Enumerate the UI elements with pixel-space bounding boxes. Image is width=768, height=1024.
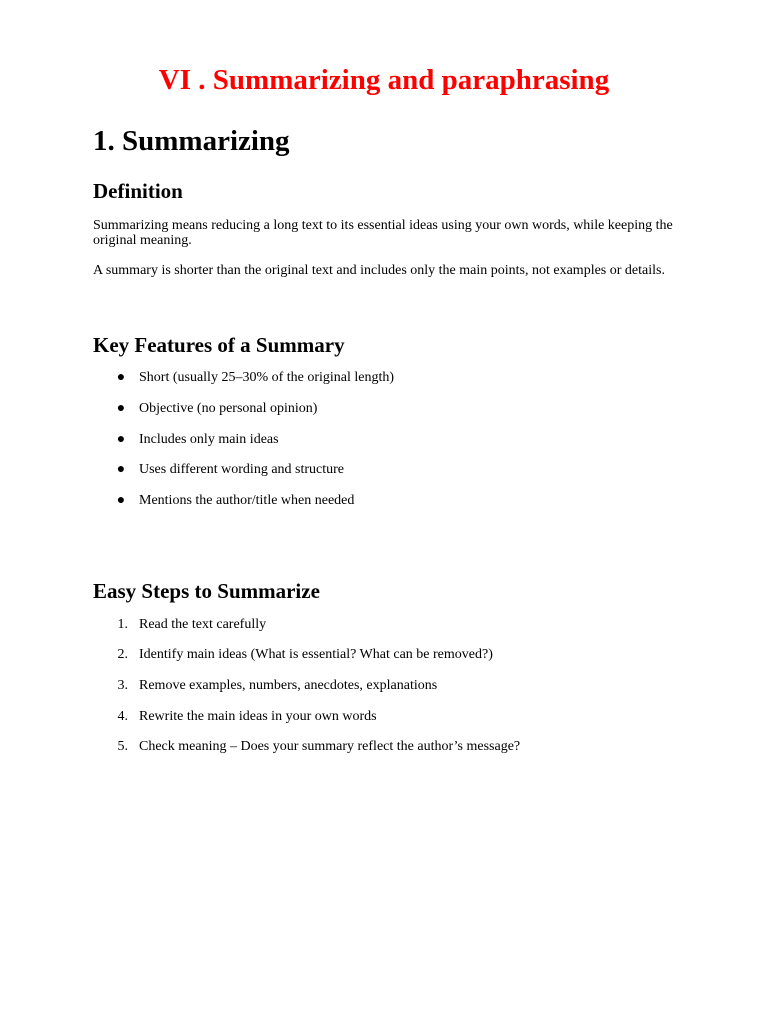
steps-heading: Easy Steps to Summarize bbox=[93, 579, 320, 603]
bullet-icon: ● bbox=[116, 401, 126, 416]
definition-paragraph-1: Summarizing means reducing a long text to its essential ideas using your own words, while keeping the original meaning. bbox=[93, 218, 673, 248]
list-item bbox=[0, 708, 768, 726]
list-item-text: Read the text carefully bbox=[139, 617, 267, 632]
list-item-text: Identify main ideas (What is essential? What can be removed?) bbox=[139, 647, 493, 662]
step-number: 4. bbox=[117, 709, 128, 724]
list-item-text: Includes only main ideas bbox=[139, 432, 279, 447]
step-number: 3. bbox=[117, 678, 128, 693]
step-number: 1. bbox=[117, 617, 128, 632]
list-item bbox=[0, 492, 768, 510]
list-item-text: Remove examples, numbers, anecdotes, explanations bbox=[139, 678, 438, 693]
list-item bbox=[0, 461, 768, 479]
list-item-text: Mentions the author/title when needed bbox=[139, 493, 355, 508]
bullet-icon: ● bbox=[116, 432, 126, 447]
definition-heading: Definition bbox=[93, 179, 183, 203]
bullet-icon: ● bbox=[116, 462, 126, 477]
list-item-text: Rewrite the main ideas in your own words bbox=[139, 709, 377, 724]
list-item bbox=[0, 616, 768, 634]
list-item-text: Objective (no personal opinion) bbox=[139, 401, 318, 416]
list-item bbox=[0, 431, 768, 449]
bullet-icon: ● bbox=[116, 370, 126, 385]
list-item-text: Uses different wording and structure bbox=[139, 462, 345, 477]
step-number: 2. bbox=[117, 647, 128, 662]
bullet-icon: ● bbox=[116, 493, 126, 508]
section-heading: 1. Summarizing bbox=[93, 125, 290, 157]
list-item-text: Check meaning – Does your summary reflect the author’s message? bbox=[139, 739, 521, 754]
list-item bbox=[0, 646, 768, 664]
document-title: VI . Summarizing and paraphrasing bbox=[158, 64, 610, 96]
list-item bbox=[0, 400, 768, 418]
list-item bbox=[0, 369, 768, 387]
list-item bbox=[0, 677, 768, 695]
list-item-text: Short (usually 25–30% of the original length) bbox=[139, 370, 395, 385]
definition-paragraph-2: A summary is shorter than the original text and includes only the main points, not examples or details. bbox=[93, 263, 665, 278]
step-number: 5. bbox=[117, 739, 128, 754]
list-item bbox=[0, 738, 768, 756]
key-features-heading: Key Features of a Summary bbox=[93, 333, 345, 357]
